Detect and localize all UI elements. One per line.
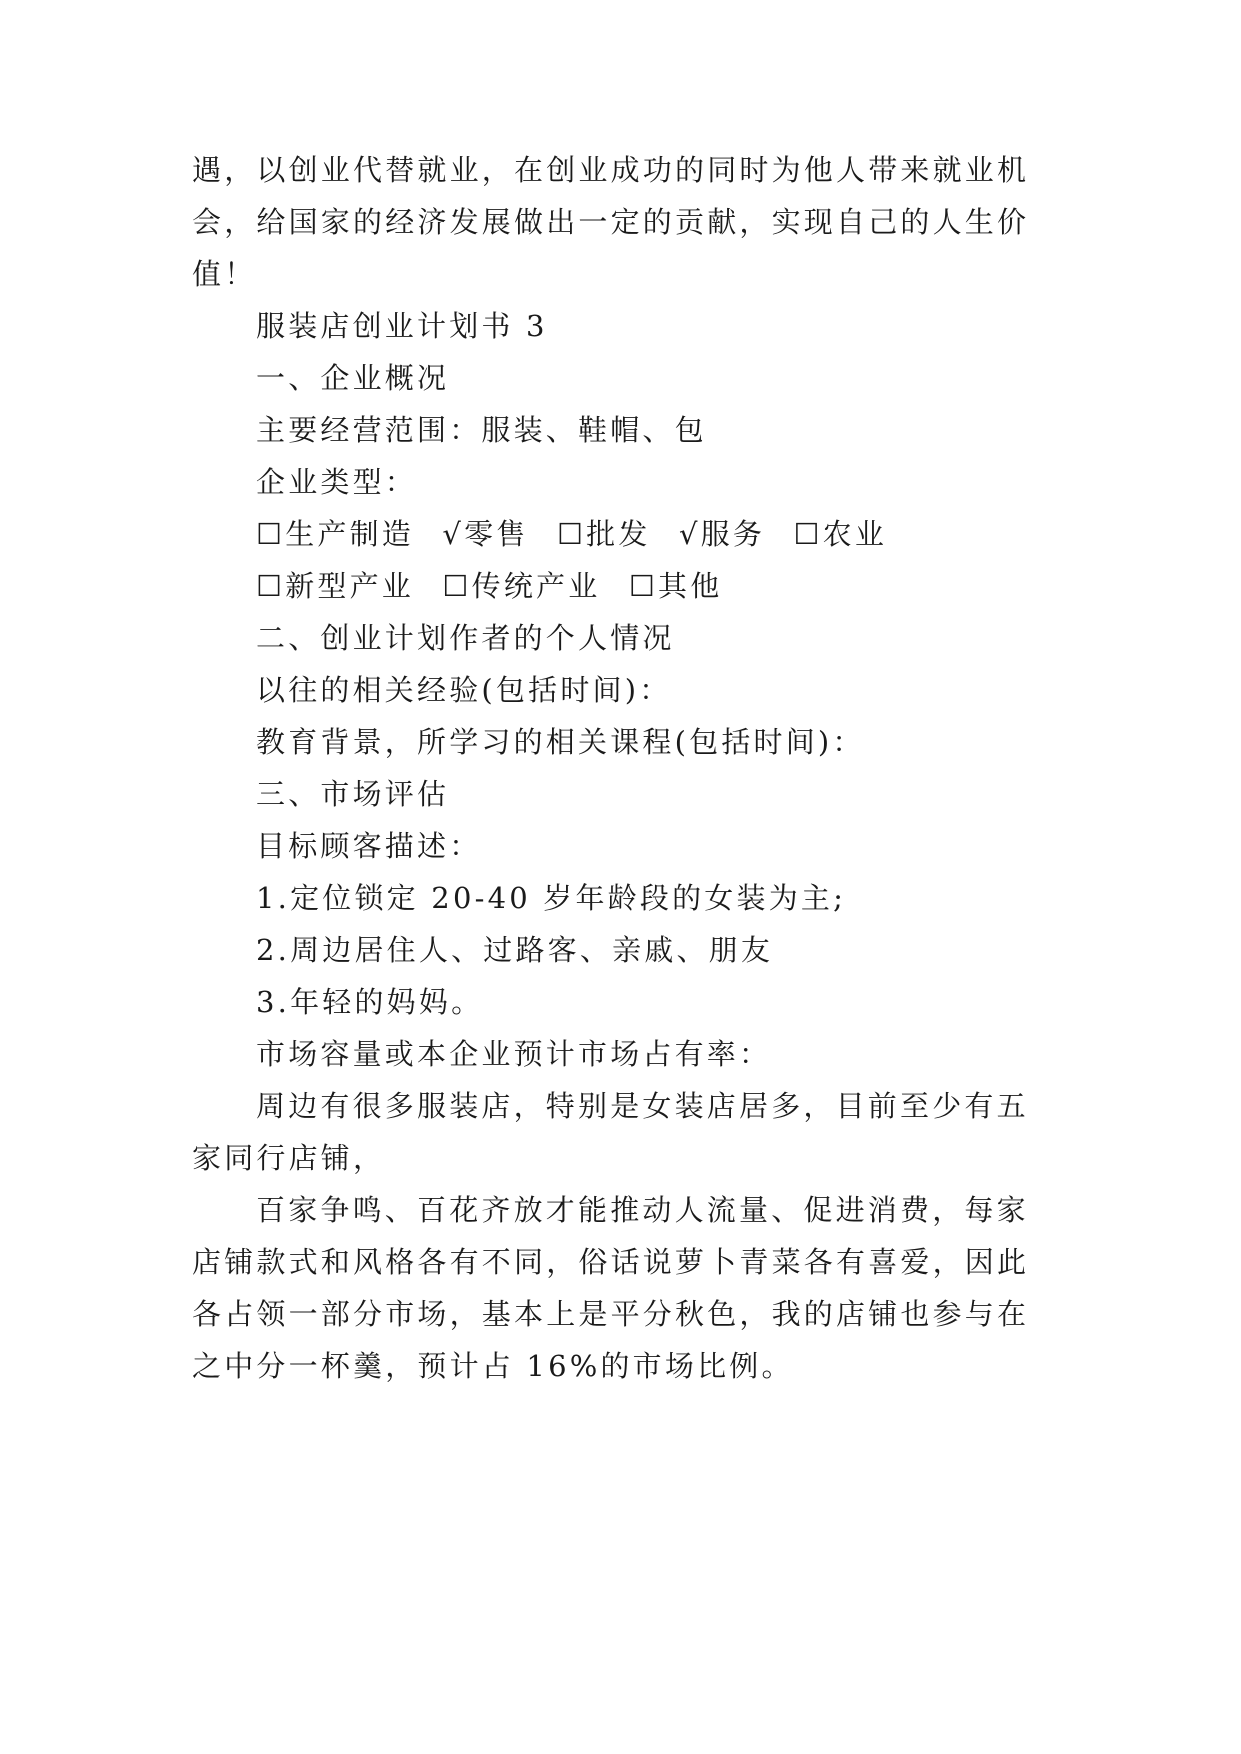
intro-line-2: 会，给国家的经济发展做出一定的贡献，实现自己的人生价 — [192, 205, 1030, 239]
target-customer-label: 目标顾客描述： — [256, 829, 482, 863]
market-share-line-2: 店铺款式和风格各有不同，俗话说萝卜青菜各有喜爱，因此 — [192, 1245, 1030, 1279]
enterprise-type-label: 企业类型： — [256, 465, 418, 499]
checkbox-option-new-industry: ☐新型产业 — [256, 569, 414, 603]
document-title: 服装店创业计划书 3 — [256, 309, 548, 343]
target-item-1: 1.定位锁定 20-40 岁年龄段的女装为主; — [256, 881, 847, 915]
education-label: 教育背景，所学习的相关课程(包括时间)： — [256, 725, 865, 759]
checkbox-option-service: √服务 — [678, 517, 766, 551]
checkbox-option-agriculture: ☐农业 — [793, 517, 888, 551]
checkbox-option-retail: √零售 — [442, 517, 529, 551]
checkbox-option-manufacturing: ☐生产制造 — [256, 517, 414, 551]
competition-line-1: 周边有很多服装店，特别是女装店居多，目前至少有五 — [256, 1089, 1029, 1123]
target-item-3: 3.年轻的妈妈。 — [256, 985, 484, 1019]
target-item-2: 2.周边居住人、过路客、亲戚、朋友 — [256, 933, 774, 967]
intro-line-3: 值！ — [192, 257, 257, 291]
market-capacity-label: 市场容量或本企业预计市场占有率： — [256, 1037, 772, 1071]
section2-heading: 二、创业计划作者的个人情况 — [256, 621, 675, 655]
enterprise-type-row-1 — [256, 516, 887, 552]
market-share-line-4: 之中分一杯羹，预计占 16%的市场比例。 — [192, 1349, 794, 1383]
checkbox-option-traditional-industry: ☐传统产业 — [442, 569, 601, 603]
market-share-line-1: 百家争鸣、百花齐放才能推动人流量、促进消费，每家 — [256, 1193, 1029, 1227]
experience-label: 以往的相关经验(包括时间)： — [256, 673, 672, 707]
section3-heading: 三、市场评估 — [256, 777, 450, 811]
checkbox-option-wholesale: ☐批发 — [556, 517, 651, 551]
section1-heading: 一、企业概况 — [256, 361, 450, 395]
intro-line-1: 遇，以创业代替就业，在创业成功的同时为他人带来就业机 — [192, 153, 1030, 187]
market-share-line-3: 各占领一部分市场，基本上是平分秋色，我的店铺也参与在 — [192, 1297, 1030, 1331]
enterprise-type-row-2 — [256, 568, 722, 604]
competition-line-2: 家同行店铺， — [192, 1141, 386, 1175]
business-scope: 主要经营范围：服装、鞋帽、包 — [256, 413, 707, 447]
checkbox-option-other: ☐其他 — [628, 569, 723, 603]
